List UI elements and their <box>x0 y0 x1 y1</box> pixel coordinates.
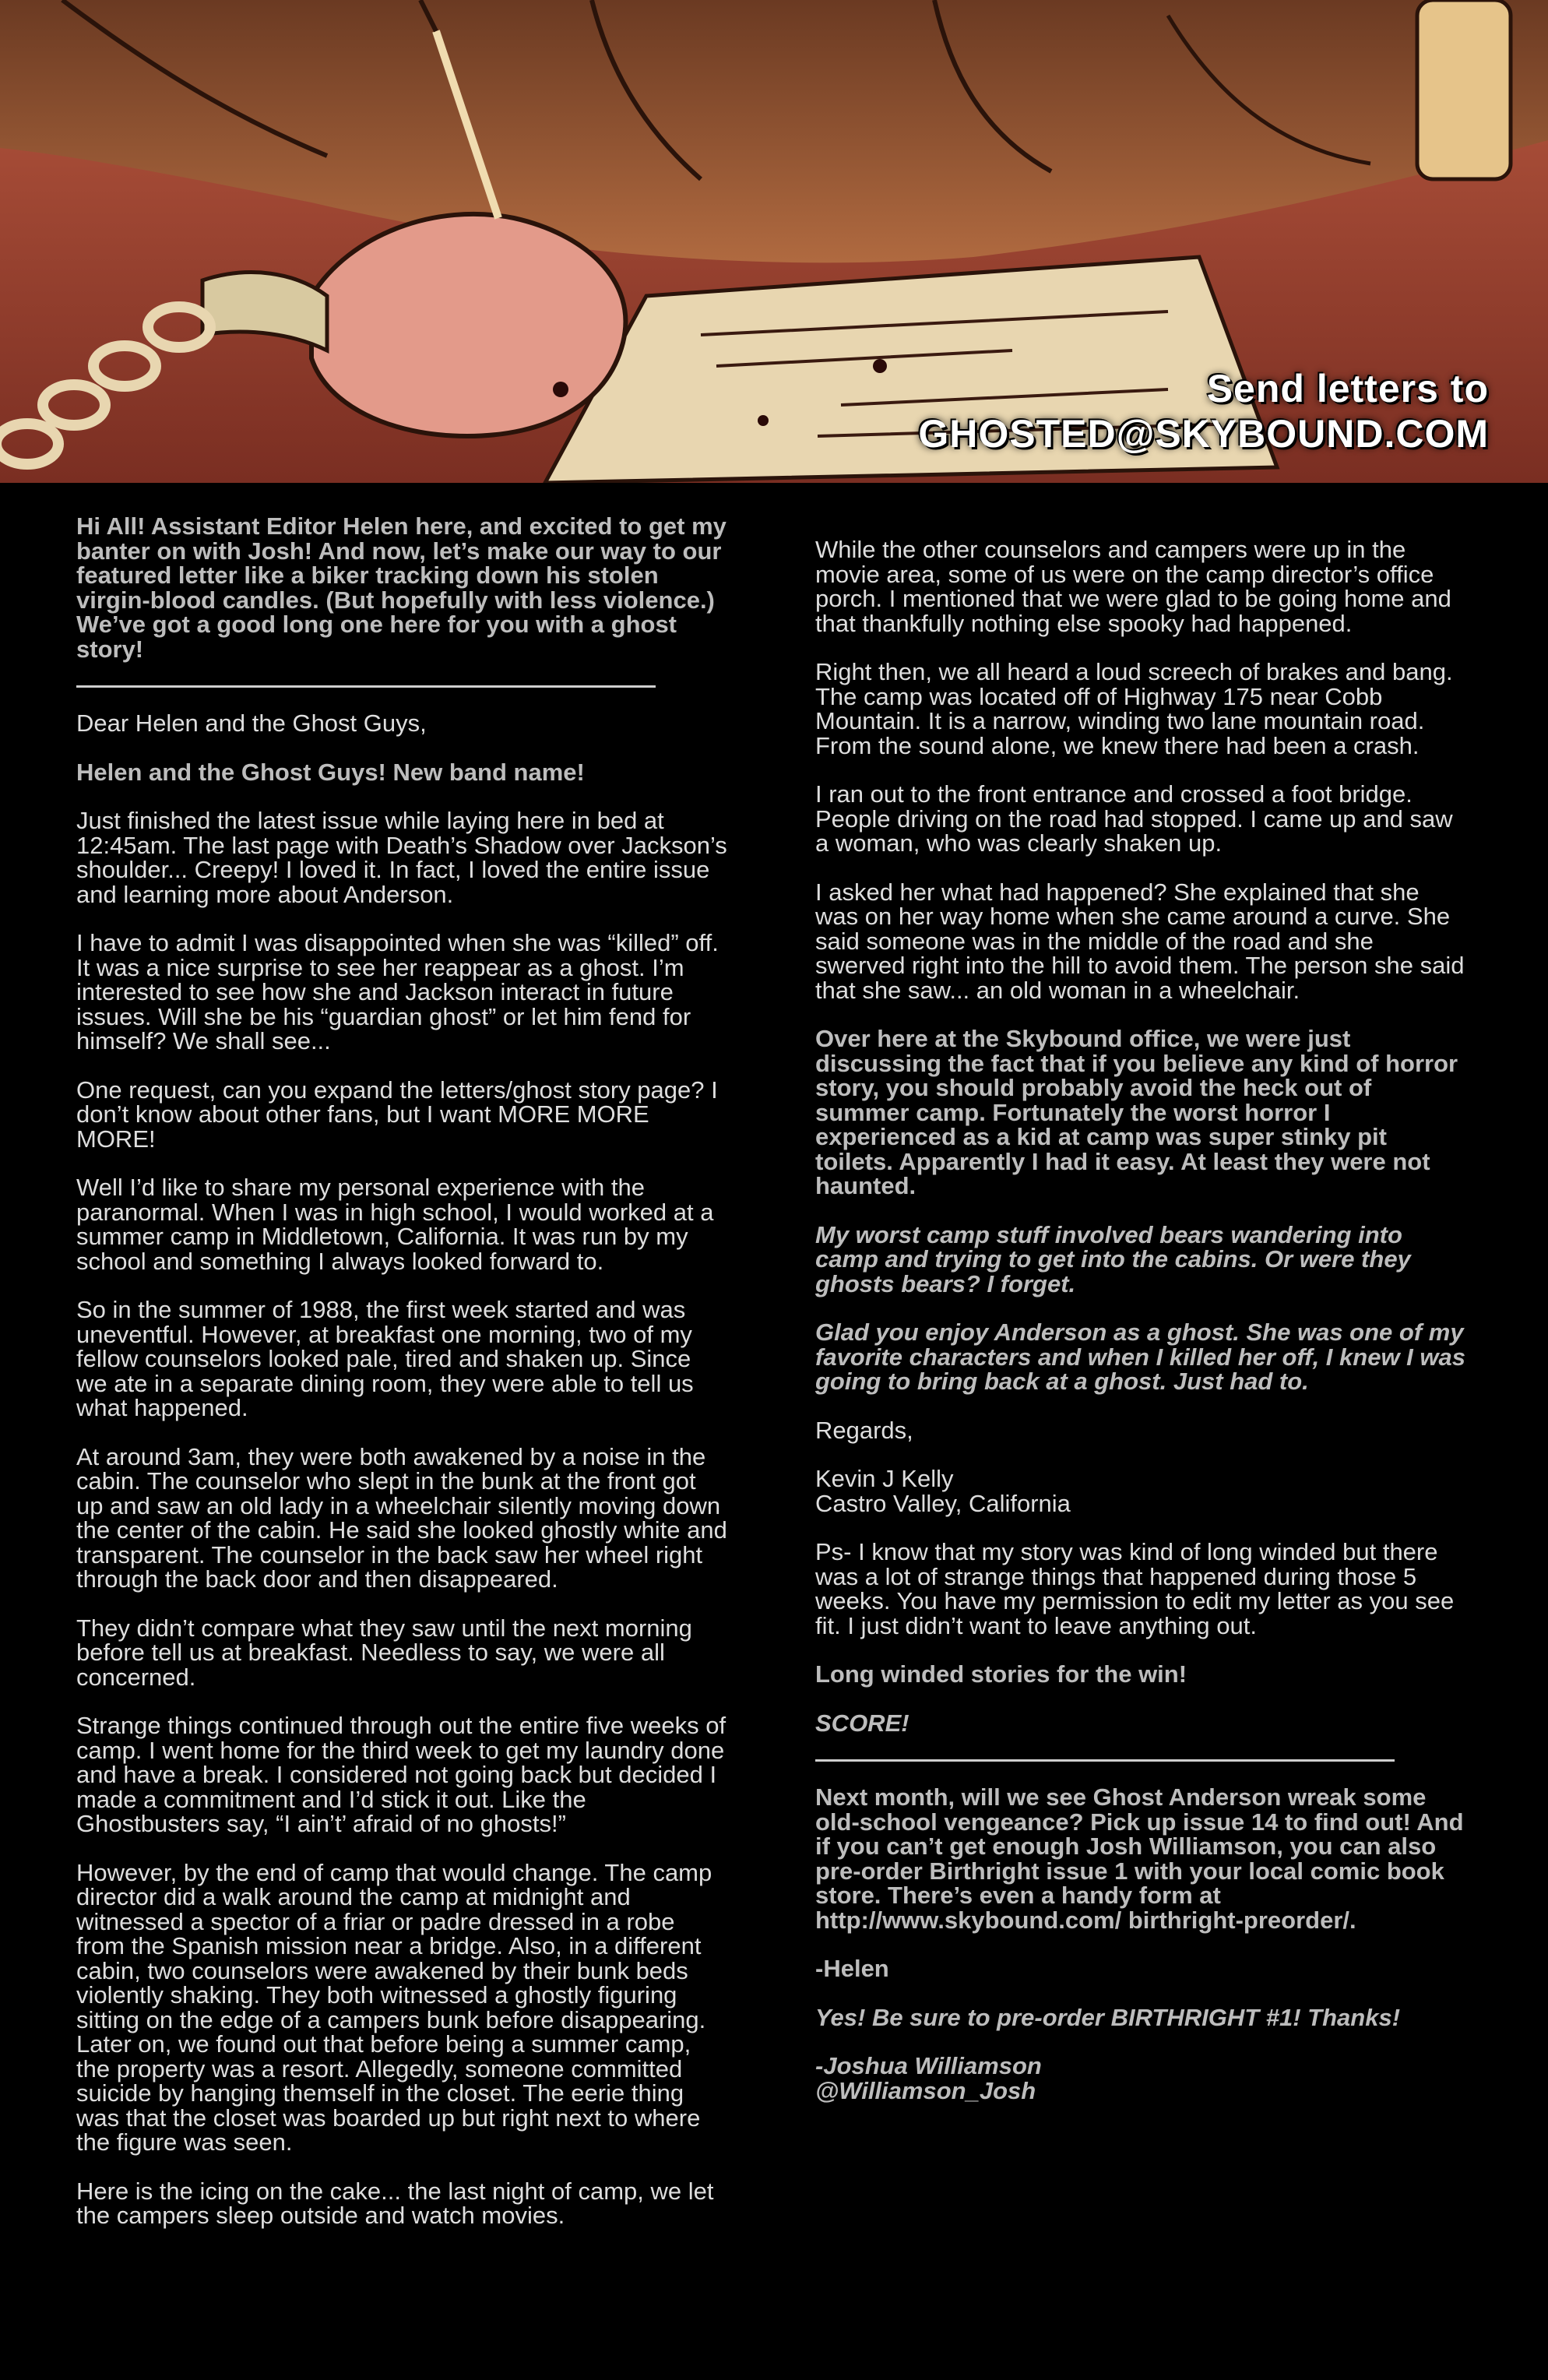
letter-paragraph: I have to admit I was disappointed when she was “killed” off. It was a nice surprise to see her reappear as a ghost. I’m interested to see how she and Jackson interact in future issues. Will she be his “guardian ghost” or let him fend for himself? We shall see... <box>76 929 719 1054</box>
writer-signature <box>815 2054 1466 2103</box>
writer-name: -Joshua Williamson <box>815 2052 1042 2079</box>
letter-salutation: Dear Helen and the Ghost Guys, <box>76 709 427 737</box>
writer-reply: My worst camp stuff involved bears wandering into camp and trying to get into the cabins. Or were they ghosts bears? I forget. <box>815 1220 1411 1297</box>
letter-paragraph: Strange things continued through out the entire five weeks of camp. I went home for the third week to get my laundry done and have a break. I considered not going back but decided I made a commitment and I’d stick it out. Like the Ghostbusters say, “I ain’t’ afraid of no ghosts!” <box>76 1712 727 1837</box>
letter-postscript: Ps- I know that my story was kind of long winded but there was a lot of strange things that happened during those 5 weeks. You have my permission to edit my letter as you see fit. I just didn’t want to leave anything out. <box>815 1538 1455 1639</box>
send-letters-banner <box>918 366 1489 456</box>
editor-reply: Long winded stories for the win! <box>815 1660 1187 1688</box>
writer-handle: @Williamson_Josh <box>815 2076 1036 2104</box>
divider <box>815 1759 1395 1762</box>
editor-intro: Hi All! Assistant Editor Helen here, and excited to get my banter on with Josh! And now, let’s make our way to our featured letter like a biker tracking down his stolen virgin-blood candles. (But hopefully with less violence.) We’ve got a good long one here for you with a ghost story! <box>76 512 727 663</box>
send-letters-label: Send letters to <box>1206 367 1489 410</box>
header-illustration <box>0 0 1548 483</box>
writer-reply: SCORE! <box>815 1709 909 1737</box>
letter-author-name: Kevin J Kelly <box>815 1465 954 1492</box>
letter-paragraph: Well I’d like to share my personal experience with the paranormal. When I was in high school, I would worked at a summer camp in Middletown, California. It was run by my school and something I always looked forward to. <box>76 1174 714 1275</box>
editor-signature: -Helen <box>815 1955 889 1982</box>
left-column <box>76 514 727 2252</box>
right-column <box>815 537 1466 2127</box>
letter-paragraph: However, by the end of camp that would change. The camp director did a walk around the camp at midnight and witnessed a spector of a friar or padre dressed in a robe from the Spanish mission near a bridge. Also, in a different cabin, two counselors were awakened by their bunk beds violently shaking. They both witnessed a ghostly figuring sitting on the edge of a campers bunk before disappearing. Later on, we found out that before being a summer camp, the property was a resort. Allegedly, someone committed suicide by hanging themself in the closet. The eerie thing was that the closet was boarded up but right next to where the figure was seen. <box>76 1858 712 2156</box>
letter-paragraph: While the other counselors and campers were up in the movie area, some of us were on the camp director’s office porch. I mentioned that we were glad to be going home and that thankfully nothing else spooky had happened. <box>815 536 1451 637</box>
letters-email: GHOSTED@SKYBOUND.COM <box>918 412 1489 456</box>
divider <box>76 685 656 688</box>
editor-aside: Helen and the Ghost Guys! New band name! <box>76 758 585 786</box>
letter-paragraph: Here is the icing on the cake... the last night of camp, we let the campers sleep outside and watch movies. <box>76 2177 714 2229</box>
letter-paragraph: Right then, we all heard a loud screech of brakes and bang. The camp was located off of Highway 175 near Cobb Mountain. It is a narrow, winding two lane mountain road. From the sound alone, we knew there had been a crash. <box>815 658 1453 759</box>
next-month-note: Next month, will we see Ghost Anderson wreak some old-school vengeance? Pick up issue 14 to find out! And if you can’t get enough Josh Williamson, you can also pre-order Birthright issue 1 with your local comic book store. There’s even a handy form at http://www.skybound.com/ birthright-preorder/. <box>815 1783 1464 1934</box>
letter-paragraph: I asked her what had happened? She explained that she was on her way home when she came around a curve. She said someone was in the middle of the road and she swerved right into the hill to avoid them. The person she said that she saw... an old woman in a wheelchair. <box>815 878 1465 1004</box>
letter-paragraph: Just finished the latest issue while laying here in bed at 12:45am. The last page with Death’s Shadow over Jackson’s shoulder... Creepy! I loved it. In fact, I loved the entire issue and learning more about Anderson. <box>76 807 727 908</box>
letter-closing: Regards, <box>815 1416 913 1444</box>
letter-paragraph: At around 3am, they were both awakened by a noise in the cabin. The counselor who slept in the bunk at the front got up and saw an old lady in a wheelchair silently moving down the center of the cabin. He said she looked ghostly white and transparent. The counselor in the back saw her wheel right through the back door and then disappeared. <box>76 1442 727 1593</box>
writer-reply: Glad you enjoy Anderson as a ghost. She was one of my favorite characters and when I killed her off, I knew I was going to bring back at a ghost. Just had to. <box>815 1319 1465 1395</box>
editor-reply: Over here at the Skybound office, we were just discussing the fact that if you believe any kind of horror story, you should probably avoid the heck out of summer camp. Fortunately the worst horror I experienced as a kid at camp was super stinky pit toilets. Apparently I had it easy. At least they were not haunted. <box>815 1025 1458 1199</box>
letter-paragraph: I ran out to the front entrance and crossed a foot bridge. People driving on the road had stopped. I came up and saw a woman, who was clearly shaken up. <box>815 780 1453 857</box>
letter-paragraph: One request, can you expand the letters/ghost story page? I don’t know about other fans, but I want MORE MORE MORE! <box>76 1076 718 1153</box>
writer-reply: Yes! Be sure to pre-order BIRTHRIGHT #1! Thanks! <box>815 2003 1401 2031</box>
letter-signature <box>815 1466 1466 1516</box>
letter-paragraph: They didn’t compare what they saw until the next morning before tell us at breakfast. Needless to say, we were all concerned. <box>76 1614 692 1691</box>
letter-author-location: Castro Valley, California <box>815 1489 1071 1517</box>
letter-paragraph: So in the summer of 1988, the first week started and was uneventful. However, at breakfast one morning, two of my fellow counselors looked pale, tired and shaken up. Since we ate in a separate dining room, they were able to tell us what happened. <box>76 1296 694 1421</box>
